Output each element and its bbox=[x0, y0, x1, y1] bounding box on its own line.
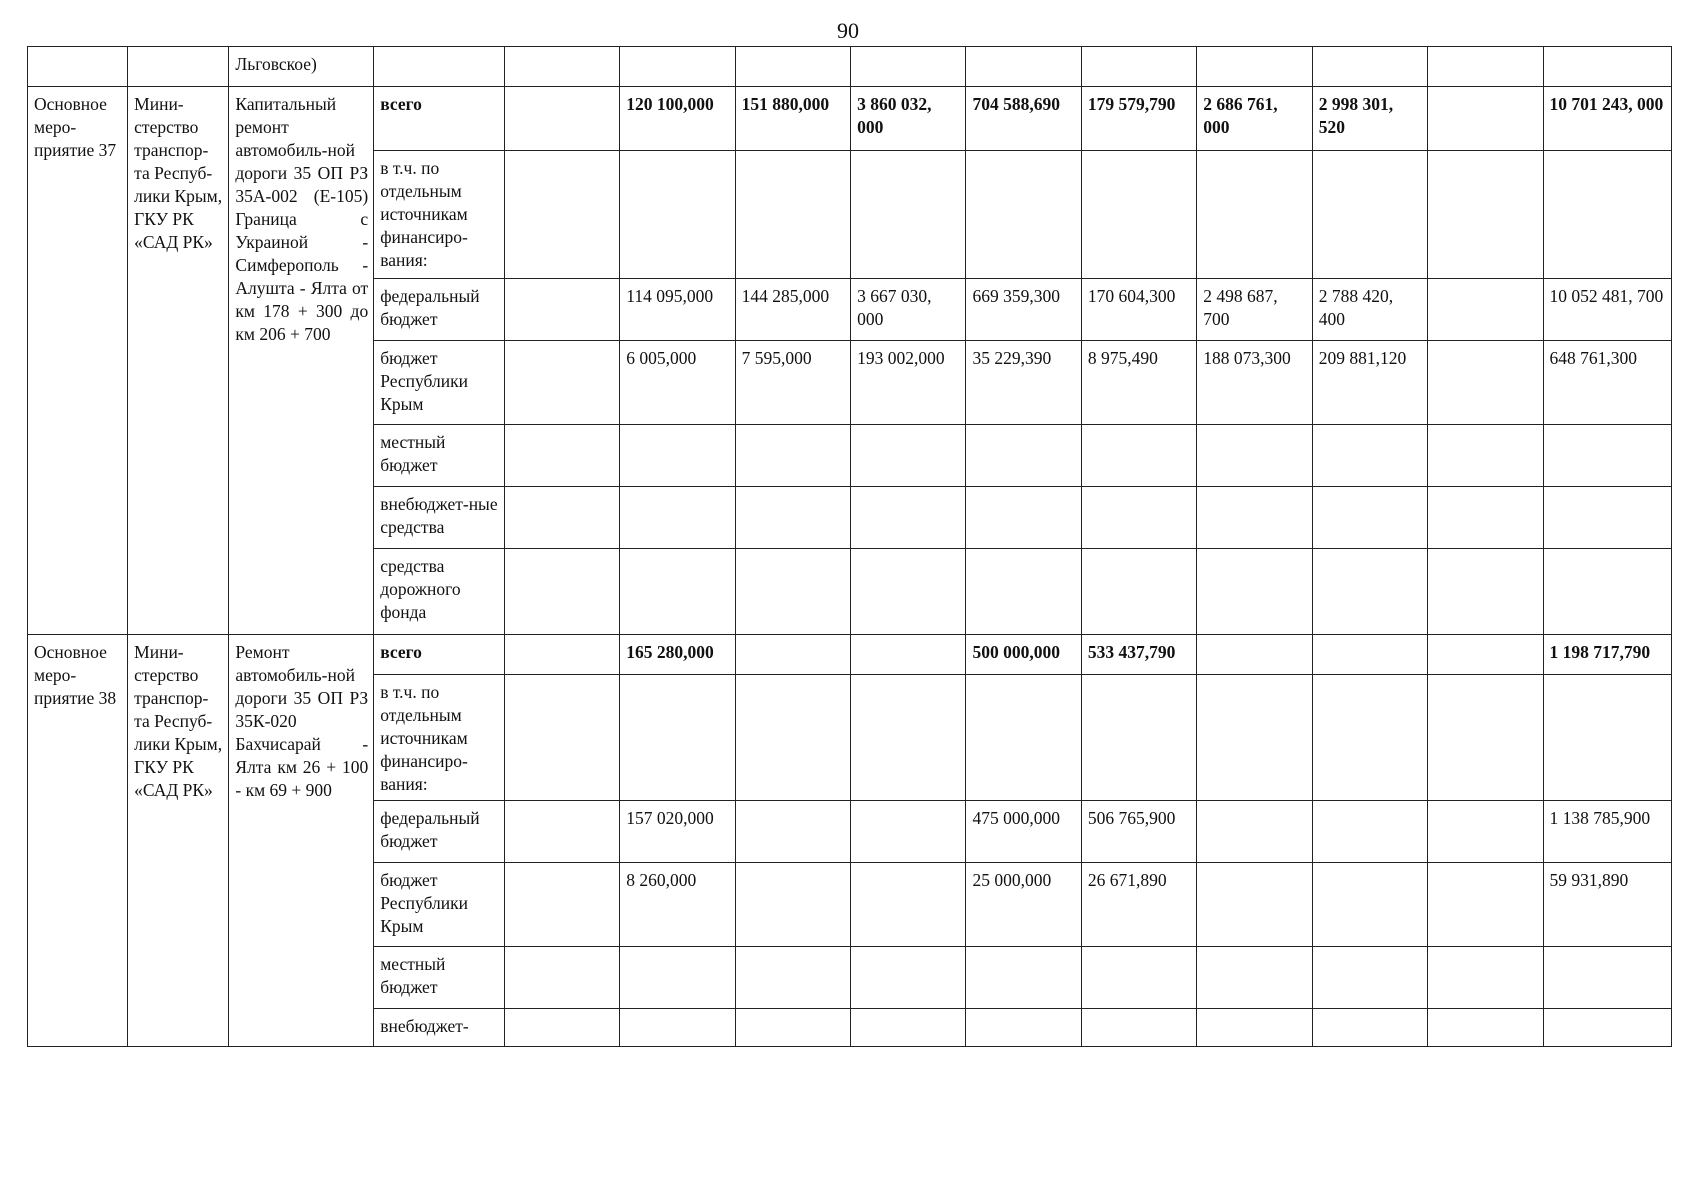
amount-cell bbox=[966, 947, 1081, 1009]
amount-cell: 533 437,790 bbox=[1081, 635, 1196, 675]
amount-cell bbox=[1197, 635, 1312, 675]
amount-cell: 26 671,890 bbox=[1081, 863, 1196, 947]
measure-number: Основное меро-приятие 38 bbox=[28, 635, 128, 1047]
page-number: 90 bbox=[837, 18, 859, 43]
amount-cell: 170 604,300 bbox=[1081, 279, 1196, 341]
amount-cell bbox=[620, 947, 735, 1009]
amount-cell bbox=[1428, 151, 1543, 279]
amount-cell: 2 686 761, 000 bbox=[1197, 87, 1312, 151]
amount-cell bbox=[1312, 487, 1427, 549]
amount-cell bbox=[504, 1009, 619, 1047]
funding-source: федеральный бюджет bbox=[374, 801, 505, 863]
amount-cell: 179 579,790 bbox=[1081, 87, 1196, 151]
amount-cell bbox=[620, 549, 735, 635]
amount-cell bbox=[1428, 549, 1543, 635]
amount-cell bbox=[1543, 947, 1672, 1009]
amount-cell: 8 975,490 bbox=[1081, 341, 1196, 425]
amount-cell: 2 498 687, 700 bbox=[1197, 279, 1312, 341]
amount-cell: 506 765,900 bbox=[1081, 801, 1196, 863]
amount-cell bbox=[735, 801, 850, 863]
executor: Мини-стерство транспор-та Респуб-лики Крым, ГКУ РК «САД РК» bbox=[128, 635, 229, 1047]
table-row bbox=[28, 635, 1672, 675]
amount-cell bbox=[851, 1009, 966, 1047]
amount-cell: 475 000,000 bbox=[966, 801, 1081, 863]
amount-cell bbox=[504, 341, 619, 425]
amount-cell: 3 667 030, 000 bbox=[851, 279, 966, 341]
amount-cell: 35 229,390 bbox=[966, 341, 1081, 425]
amount-cell bbox=[1081, 487, 1196, 549]
amount-cell bbox=[851, 549, 966, 635]
object-cell: Льговское) bbox=[229, 47, 374, 87]
amount-cell bbox=[851, 425, 966, 487]
funding-table bbox=[27, 46, 1672, 1047]
amount-cell bbox=[1312, 947, 1427, 1009]
amount-cell bbox=[1312, 549, 1427, 635]
amount-cell bbox=[504, 801, 619, 863]
amount-cell bbox=[504, 863, 619, 947]
amount-cell bbox=[851, 863, 966, 947]
amount-cell: 120 100,000 bbox=[620, 87, 735, 151]
amount-cell: 648 761,300 bbox=[1543, 341, 1672, 425]
amount-cell bbox=[620, 151, 735, 279]
amount-cell: 1 198 717,790 bbox=[1543, 635, 1672, 675]
amount-cell bbox=[1543, 151, 1672, 279]
amount-cell bbox=[735, 425, 850, 487]
amount-cell bbox=[504, 279, 619, 341]
amount-cell bbox=[1428, 425, 1543, 487]
amount-cell bbox=[966, 151, 1081, 279]
amount-cell bbox=[1197, 487, 1312, 549]
executor: Мини-стерство транспор-та Респуб-лики Крым, ГКУ РК «САД РК» bbox=[128, 87, 229, 635]
amount-cell bbox=[1428, 675, 1543, 801]
amount-cell bbox=[851, 151, 966, 279]
funding-source: всего bbox=[374, 87, 505, 151]
amount-cell bbox=[1197, 675, 1312, 801]
amount-cell bbox=[1428, 279, 1543, 341]
amount-cell: 6 005,000 bbox=[620, 341, 735, 425]
amount-cell bbox=[1312, 801, 1427, 863]
amount-cell bbox=[1081, 675, 1196, 801]
amount-cell: 704 588,690 bbox=[966, 87, 1081, 151]
amount-cell bbox=[620, 1009, 735, 1047]
amount-cell: 10 052 481, 700 bbox=[1543, 279, 1672, 341]
amount-cell bbox=[1543, 425, 1672, 487]
amount-cell bbox=[504, 425, 619, 487]
empty-cell bbox=[128, 47, 229, 87]
table-row bbox=[28, 87, 1672, 151]
measure-number: Основное меро-приятие 37 bbox=[28, 87, 128, 635]
amount-cell: 1 138 785,900 bbox=[1543, 801, 1672, 863]
object-description: Капитальный ремонт автомобиль-ной дороги 35 ОП РЗ 35А-002 (Е-105) Граница с Украиной - Симферополь - Алушта - Ялта от км 178 + 300 до км 206 + 700 bbox=[229, 87, 374, 635]
amount-cell bbox=[851, 635, 966, 675]
empty-cell bbox=[851, 47, 966, 87]
amount-cell bbox=[1428, 801, 1543, 863]
amount-cell bbox=[1428, 87, 1543, 151]
amount-cell bbox=[851, 487, 966, 549]
amount-cell bbox=[851, 947, 966, 1009]
funding-source: всего bbox=[374, 635, 505, 675]
amount-cell bbox=[620, 425, 735, 487]
amount-cell bbox=[735, 151, 850, 279]
empty-cell bbox=[1081, 47, 1196, 87]
amount-cell bbox=[1428, 863, 1543, 947]
amount-cell bbox=[1197, 863, 1312, 947]
amount-cell bbox=[1197, 947, 1312, 1009]
amount-cell bbox=[1197, 425, 1312, 487]
amount-cell bbox=[735, 487, 850, 549]
amount-cell: 157 020,000 bbox=[620, 801, 735, 863]
amount-cell bbox=[1312, 151, 1427, 279]
amount-cell bbox=[1543, 487, 1672, 549]
amount-cell bbox=[1197, 549, 1312, 635]
amount-cell bbox=[1428, 947, 1543, 1009]
empty-cell bbox=[1197, 47, 1312, 87]
amount-cell bbox=[504, 549, 619, 635]
amount-cell bbox=[735, 635, 850, 675]
amount-cell bbox=[1197, 801, 1312, 863]
amount-cell: 165 280,000 bbox=[620, 635, 735, 675]
amount-cell bbox=[1312, 635, 1427, 675]
amount-cell bbox=[1081, 947, 1196, 1009]
amount-cell: 59 931,890 bbox=[1543, 863, 1672, 947]
empty-cell bbox=[504, 47, 619, 87]
amount-cell bbox=[966, 425, 1081, 487]
amount-cell: 8 260,000 bbox=[620, 863, 735, 947]
empty-cell bbox=[1543, 47, 1672, 87]
amount-cell: 193 002,000 bbox=[851, 341, 966, 425]
amount-cell bbox=[851, 675, 966, 801]
amount-cell: 114 095,000 bbox=[620, 279, 735, 341]
amount-cell bbox=[504, 487, 619, 549]
funding-source: местный бюджет bbox=[374, 947, 505, 1009]
empty-cell bbox=[620, 47, 735, 87]
amount-cell bbox=[1428, 635, 1543, 675]
funding-source: федеральный бюджет bbox=[374, 279, 505, 341]
amount-cell: 25 000,000 bbox=[966, 863, 1081, 947]
amount-cell bbox=[1312, 1009, 1427, 1047]
amount-cell bbox=[504, 635, 619, 675]
amount-cell bbox=[735, 549, 850, 635]
funding-source: внебюджет-ные средства bbox=[374, 487, 505, 549]
amount-cell bbox=[1081, 151, 1196, 279]
amount-cell: 7 595,000 bbox=[735, 341, 850, 425]
amount-cell: 2 998 301, 520 bbox=[1312, 87, 1427, 151]
empty-cell bbox=[374, 47, 505, 87]
empty-cell bbox=[28, 47, 128, 87]
funding-source: местный бюджет bbox=[374, 425, 505, 487]
object-description: Ремонт автомобиль-ной дороги 35 ОП РЗ 35К-020 Бахчисарай - Ялта км 26 + 100 - км 69 + 900 bbox=[229, 635, 374, 1047]
funding-source: в т.ч. по отдельным источникам финансиро-вания: bbox=[374, 675, 505, 801]
funding-source: в т.ч. по отдельным источникам финансиро-вания: bbox=[374, 151, 505, 279]
empty-cell bbox=[966, 47, 1081, 87]
amount-cell: 10 701 243, 000 bbox=[1543, 87, 1672, 151]
amount-cell bbox=[966, 549, 1081, 635]
amount-cell: 188 073,300 bbox=[1197, 341, 1312, 425]
amount-cell bbox=[966, 675, 1081, 801]
amount-cell bbox=[1428, 341, 1543, 425]
amount-cell bbox=[1428, 1009, 1543, 1047]
amount-cell bbox=[851, 801, 966, 863]
amount-cell bbox=[966, 487, 1081, 549]
amount-cell bbox=[735, 675, 850, 801]
empty-cell bbox=[1312, 47, 1427, 87]
amount-cell bbox=[504, 87, 619, 151]
amount-cell bbox=[1312, 675, 1427, 801]
amount-cell bbox=[1543, 1009, 1672, 1047]
funding-source: бюджет Республики Крым bbox=[374, 863, 505, 947]
amount-cell bbox=[735, 947, 850, 1009]
amount-cell: 209 881,120 bbox=[1312, 341, 1427, 425]
amount-cell bbox=[1543, 675, 1672, 801]
amount-cell bbox=[1312, 863, 1427, 947]
empty-cell bbox=[735, 47, 850, 87]
amount-cell bbox=[1081, 1009, 1196, 1047]
amount-cell bbox=[1312, 425, 1427, 487]
amount-cell bbox=[504, 947, 619, 1009]
amount-cell bbox=[966, 1009, 1081, 1047]
amount-cell bbox=[1197, 151, 1312, 279]
amount-cell: 500 000,000 bbox=[966, 635, 1081, 675]
amount-cell bbox=[735, 863, 850, 947]
empty-cell bbox=[1428, 47, 1543, 87]
funding-source: средства дорожного фонда bbox=[374, 549, 505, 635]
amount-cell bbox=[735, 1009, 850, 1047]
continuation-row bbox=[28, 47, 1672, 87]
amount-cell: 3 860 032, 000 bbox=[851, 87, 966, 151]
amount-cell: 144 285,000 bbox=[735, 279, 850, 341]
amount-cell bbox=[1081, 425, 1196, 487]
amount-cell bbox=[620, 487, 735, 549]
amount-cell: 151 880,000 bbox=[735, 87, 850, 151]
amount-cell bbox=[1428, 487, 1543, 549]
amount-cell bbox=[1543, 549, 1672, 635]
amount-cell: 669 359,300 bbox=[966, 279, 1081, 341]
amount-cell bbox=[1081, 549, 1196, 635]
amount-cell bbox=[504, 675, 619, 801]
funding-source: бюджет Республики Крым bbox=[374, 341, 505, 425]
amount-cell bbox=[504, 151, 619, 279]
funding-source: внебюджет- bbox=[374, 1009, 505, 1047]
amount-cell: 2 788 420, 400 bbox=[1312, 279, 1427, 341]
amount-cell bbox=[1197, 1009, 1312, 1047]
amount-cell bbox=[620, 675, 735, 801]
